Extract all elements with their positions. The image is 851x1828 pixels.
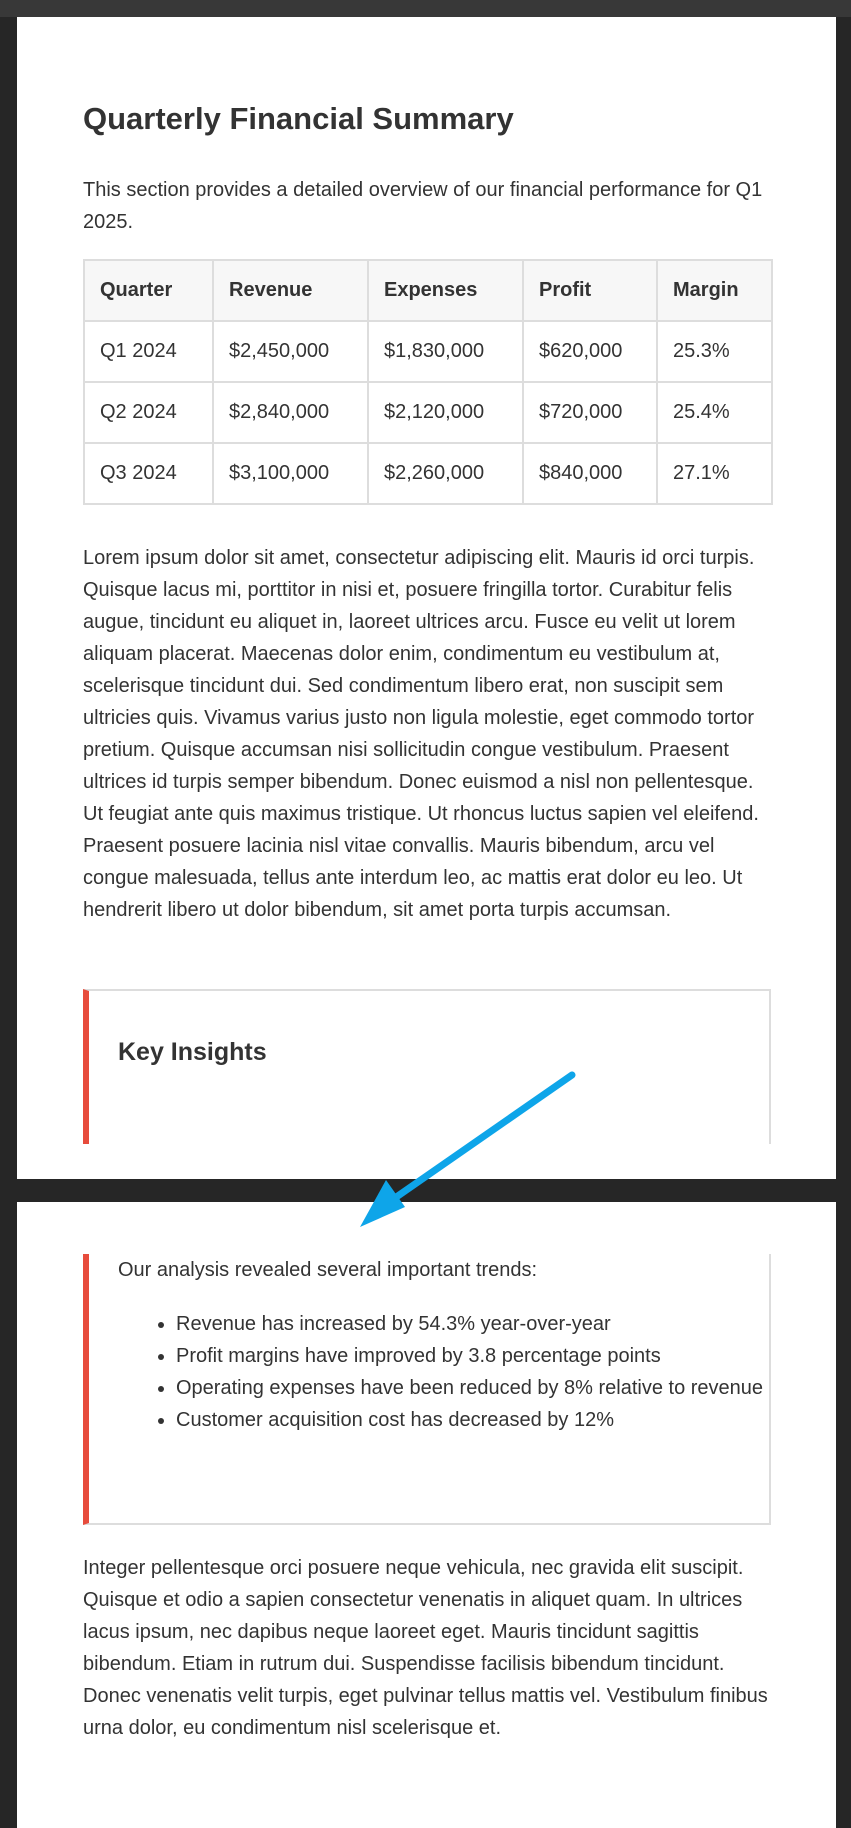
key-insights-lead: Our analysis revealed several important trends: [118, 1259, 538, 1281]
cell-revenue: $2,450,000 [213, 321, 368, 382]
key-insights-box-top [83, 989, 771, 1144]
cell-expenses: $2,260,000 [368, 443, 523, 504]
cell-quarter: Q2 2024 [84, 382, 213, 443]
key-insights-list [118, 1308, 776, 1436]
page-header [83, 101, 771, 137]
cell-profit: $840,000 [523, 443, 657, 504]
body-paragraph-1-block [83, 542, 771, 926]
cell-revenue: $3,100,000 [213, 443, 368, 504]
financial-table [83, 259, 773, 505]
list-item: • Operating expenses have been reduced by 8% relative to revenue [176, 1372, 776, 1404]
header-expenses: Expenses [368, 260, 523, 321]
page-1 [17, 17, 836, 1179]
table-header-row [84, 260, 772, 321]
financial-table-wrapper [83, 259, 771, 505]
key-insights-box-bottom [83, 1254, 771, 1525]
cell-quarter: Q1 2024 [84, 321, 213, 382]
intro-text: This section provides a detailed overview of our financial performance for Q1 2025. [83, 179, 763, 233]
page-2 [17, 1202, 836, 1828]
header-quarter: Quarter [84, 260, 213, 321]
table-row [84, 443, 772, 504]
cell-expenses: $1,830,000 [368, 321, 523, 382]
cell-profit: $720,000 [523, 382, 657, 443]
top-bar [0, 0, 851, 17]
cell-quarter: Q3 2024 [84, 443, 213, 504]
cell-margin: 27.1% [657, 443, 772, 504]
cell-expenses: $2,120,000 [368, 382, 523, 443]
cell-margin: 25.3% [657, 321, 772, 382]
body-paragraph-2: Integer pellentesque orci posuere neque vehicula, nec gravida elit suscipit. Quisque et odio a sapien consectetur venenatis in aliquet quam. In ultrices lacus ipsum, nec dapibus neque laoreet eget. Mauris tincidunt sagittis bibendum. Etiam in rutrum dui. Suspendisse facilisis bibendum tincidunt. Donec venenatis velit turpis, eget pulvinar tellus mattis vel. Vestibulum finibus urna dolor, eu condimentum nisl scelerisque et. [83, 1557, 768, 1739]
header-profit: Profit [523, 260, 657, 321]
cell-profit: $620,000 [523, 321, 657, 382]
cell-margin: 25.4% [657, 382, 772, 443]
intro-block [83, 174, 771, 238]
table-row [84, 382, 772, 443]
key-insights-title: Key Insights [118, 1038, 267, 1066]
list-item: • Revenue has increased by 54.3% year-over-year [176, 1308, 776, 1340]
cell-revenue: $2,840,000 [213, 382, 368, 443]
list-item: • Profit margins have improved by 3.8 percentage points [176, 1340, 776, 1372]
list-item: • Customer acquisition cost has decreased by 12% [176, 1404, 776, 1436]
header-margin: Margin [657, 260, 772, 321]
body-paragraph-2-block [83, 1552, 771, 1744]
page-title: Quarterly Financial Summary [83, 101, 514, 136]
body-paragraph-1: Lorem ipsum dolor sit amet, consectetur adipiscing elit. Mauris id orci turpis. Quisque lacus mi, porttitor in nisi et, posuere fringilla tortor. Curabitur felis augue, tincidunt eu aliquet in, laoreet ultrices arcu. Fusce eu velit ut lorem aliquam placerat. Maecenas dolor enim, condimentum eu vestibulum at, scelerisque tincidunt dui. Sed condimentum libero erat, non suscipit sem ultricies quis. Vivamus varius justo non ligula molestie, eget commodo tortor pretium. Quisque accumsan nisi sollicitudin congue vestibulum. Praesent ultrices id turpis semper bibendum. Donec euismod a nisl non pellentesque. Ut feugiat ante quis maximus tristique. Ut rhoncus luctus sapien vel eleifend. Praesent posuere lacinia nisl vitae convallis. Mauris bibendum, arcu vel congue malesuada, tellus ante interdum leo, ac mattis erat dolor eu leo. Ut hendrerit libero ut dolor bibendum, sit amet porta turpis accumsan. [83, 547, 759, 921]
header-revenue: Revenue [213, 260, 368, 321]
table-row [84, 321, 772, 382]
